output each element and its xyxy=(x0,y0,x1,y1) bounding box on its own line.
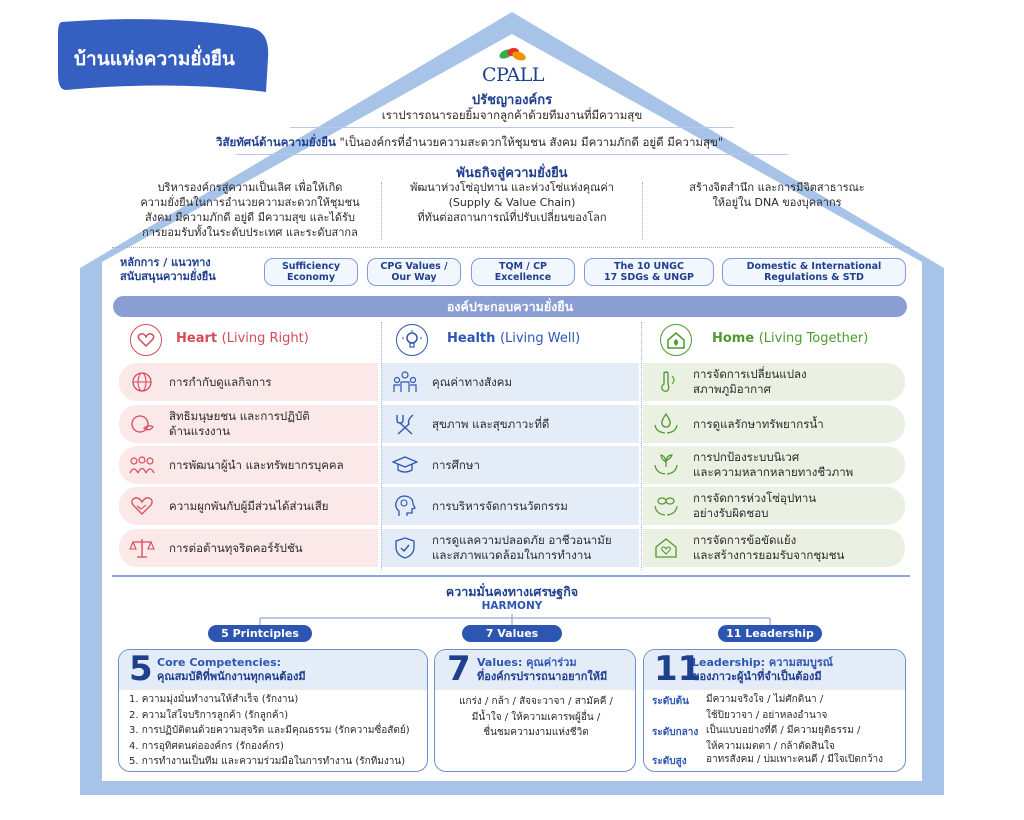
health-sub: (Living Well) xyxy=(499,331,581,346)
card-title-line: Leadership: ความสมบูรณ์ xyxy=(692,656,833,669)
page-title: บ้านแห่งความยั่งยืน xyxy=(74,48,235,70)
pill-line: TQM / CP xyxy=(498,261,548,272)
mission-line: บริหารองค์กรสู่ความเป็นเลิศ เพื่อให้เกิด xyxy=(157,181,343,194)
home-item-line: และสร้างการยอมรับจากชุมชน xyxy=(693,548,845,562)
principles-label-line: หลักการ / แนวทาง xyxy=(120,256,211,269)
level-line: ให้ความเมตตา / กล้าตัดสินใจ xyxy=(706,740,835,752)
values-list xyxy=(439,694,633,741)
home-item-line: และความหลากหลายทางชีวภาพ xyxy=(693,465,854,479)
logo-text: CPALL xyxy=(481,64,545,86)
home-name: Home xyxy=(712,331,755,346)
pill-line: Excellence xyxy=(494,272,552,283)
card-title xyxy=(157,656,306,684)
competency-item: 1. ความมุ่งมั่นทำงานให้สำเร็จ (รักงาน) xyxy=(129,694,299,705)
card-values xyxy=(434,649,636,772)
home-item-line: การปกป้องระบบนิเวศ xyxy=(693,450,800,464)
level-label: ระดับต้น xyxy=(652,696,689,707)
health-item-line: สุขภาพ และสุขภาวะที่ดี xyxy=(432,416,550,431)
values-line: ชื่นชมความงามแห่งชีวิต xyxy=(483,727,589,738)
values-line: แกร่ง / กล้า / สัจจะวาจา / สามัคคี / xyxy=(459,696,613,707)
vision-text: "เป็นองค์กรที่อำนวยความสะดวกให้ชุมชน สังคม มีความภักดี อยู่ดี มีความสุข" xyxy=(339,135,724,149)
heart-item-line: ด้านแรงงาน xyxy=(169,424,230,438)
pill-line: The 10 UNGC xyxy=(614,261,684,272)
heart-item-line: สิทธิมนุษยชน และการปฏิบัติ xyxy=(169,409,310,423)
tab-leadership: 11 Leadership xyxy=(718,625,822,642)
heart-sub: (Living Right) xyxy=(221,331,309,346)
mission-line: ให้อยู่ใน DNA ของบุคลากร xyxy=(712,196,842,209)
competency-item: 5. การทำงานเป็นทีม และความร่วมมือในการทำงาน (รักทีมงาน) xyxy=(129,756,406,767)
health-item-line: การบริหารจัดการนวัตกรรม xyxy=(432,498,568,513)
harmony-label: HARMONY xyxy=(481,600,543,612)
mission-line: (Supply & Value Chain) xyxy=(448,196,576,209)
card-title-line: Values: คุณค่าร่วม xyxy=(477,656,577,669)
card-number: 5 xyxy=(129,649,153,689)
mission-line: ที่ทันต่อสถานการณ์ที่ปรับเปลี่ยนของโลก xyxy=(417,211,607,224)
pill-line: Regulations & STD xyxy=(764,272,864,283)
home-sub: (Living Together) xyxy=(758,331,869,346)
principles-label-line: สนับสนุนความยั่งยืน xyxy=(120,270,216,283)
card-title xyxy=(477,656,607,684)
pill-line: CPG Values / xyxy=(380,261,448,272)
level-line: มีความจริงใจ / ไม่ศักดินา / xyxy=(706,694,824,705)
health-item-line: การดูแลความปลอดภัย อาชีวอนามัย xyxy=(432,533,612,547)
level-text xyxy=(706,692,904,723)
home-item-line: การดูแลรักษาทรัพยากรน้ำ xyxy=(693,416,824,431)
level-label: ระดับกลาง xyxy=(652,727,699,738)
heart-item-line: การต่อต้านทุจริตคอร์รัปชัน xyxy=(169,540,303,555)
card-subtitle-line: ที่องค์กรปรารถนาอยากให้มี xyxy=(477,670,608,683)
level-line: ใช้ปิยวาจา / อย่าหลงอำนาจ xyxy=(706,709,828,721)
heart-item-line: การพัฒนาผู้นำ และทรัพยากรบุคคล xyxy=(169,457,344,472)
tab-principles: 5 Printciples xyxy=(208,625,312,642)
economy-title: ความมั่นคงทางเศรษฐกิจ xyxy=(445,584,579,599)
card-subtitle-line: คุณสมบัติที่พนักงานทุกคนต้องมี xyxy=(157,670,306,683)
home-item-line: อย่างรับผิดชอบ xyxy=(693,506,769,520)
vision-label: วิสัยทัศน์ด้านความยั่งยืน xyxy=(216,135,336,149)
pill-line: Domestic & International xyxy=(746,261,882,272)
heart-name: Heart xyxy=(176,331,218,346)
components-bar: องค์ประกอบความยั่งยืน xyxy=(113,296,907,317)
card-number: 7 xyxy=(447,649,471,689)
competency-item: 4. การอุทิศตนต่อองค์กร (รักองค์กร) xyxy=(129,740,284,752)
health-item-line: การศึกษา xyxy=(432,457,480,472)
level-text xyxy=(706,723,904,754)
level-text xyxy=(706,752,904,768)
competency-list xyxy=(129,692,425,770)
health-item-line: และสภาพแวดล้อมในการทำงาน xyxy=(432,548,592,562)
heart-item-line: ความผูกพันกับผู้มีส่วนได้ส่วนเสีย xyxy=(169,498,329,513)
home-item-line: การจัดการเปลี่ยนแปลง xyxy=(693,367,807,381)
pill-line: Economy xyxy=(286,272,336,283)
competency-item: 2. ความใส่ใจบริการลูกค้า (รักลูกค้า) xyxy=(129,709,289,721)
card-subtitle-line: ของภาวะผู้นำที่จำเป็นต้องมี xyxy=(692,670,822,683)
philosophy-text: เราปรารถนารอยยิ้มจากลูกค้าด้วยทีมงานที่มีความสุข xyxy=(381,108,643,122)
health-name: Health xyxy=(447,331,496,346)
card-leadership xyxy=(643,649,906,772)
card-core-competencies xyxy=(118,649,428,772)
home-item-line: การจัดการข้อขัดแย้ง xyxy=(693,533,797,547)
mission-title: พันธกิจสู่ความยั่งยืน xyxy=(456,166,568,181)
mission-line: การยอมรับทั้งในระดับประเทศ และระดับสากล xyxy=(142,226,358,239)
card-title xyxy=(692,656,833,684)
tab-values: 7 Values xyxy=(462,625,562,642)
philosophy-title: ปรัชญาองค์กร xyxy=(471,93,553,108)
mission-line: สร้างจิตสำนึก และการมีจิตสาธารณะ xyxy=(689,181,865,194)
mission-line: ความยั่งยืนในการอำนวยความสะดวกให้ชุมชน xyxy=(140,196,360,209)
values-line: มีน้ำใจ / ให้ความเคารพผู้อื่น / xyxy=(471,711,601,723)
competency-item: 3. การปฏิบัติตนด้วยความสุจริต และมีคุณธรรม (รักความซื่อสัตย์) xyxy=(129,725,410,736)
pill-line: Our Way xyxy=(391,272,437,283)
level-label: ระดับสูง xyxy=(652,756,687,767)
mission-line: พัฒนาห่วงโซ่อุปทาน และห่วงโซ่แห่งคุณค่า xyxy=(410,181,614,194)
mission-line: สังคม มีความภักดี อยู่ดี มีความสุข และได้รับ xyxy=(145,211,355,224)
home-item-line: สภาพภูมิอากาศ xyxy=(693,382,771,396)
card-title-line: Core Competencies: xyxy=(157,656,282,669)
level-line: เป็นแบบอย่างที่ดี / มีความยุติธรรม / xyxy=(706,725,861,736)
health-item-line: คุณค่าทางสังคม xyxy=(432,374,513,389)
pill-line: Sufficiency xyxy=(281,261,341,272)
level-line: อาทรสังคม / บ่มเพาะคนดี / มีใจเปิดกว้าง xyxy=(706,754,884,765)
card-number: 11 xyxy=(654,649,702,689)
pill-line: 17 SDGs & UNGP xyxy=(603,272,695,283)
heart-item-line: การกำกับดูแลกิจการ xyxy=(169,374,272,389)
home-item-line: การจัดการห่วงโซ่อุปทาน xyxy=(693,491,817,505)
